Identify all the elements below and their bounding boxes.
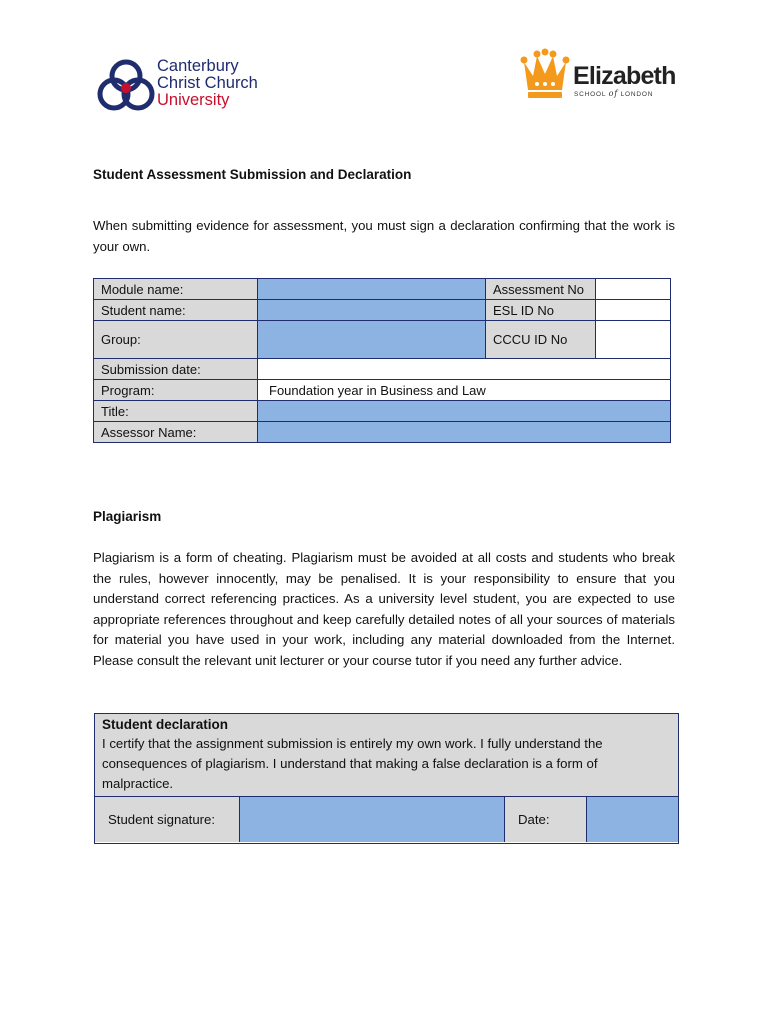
group-label: Group: xyxy=(94,321,258,359)
signature-field[interactable] xyxy=(240,797,505,842)
esl-id-label: ESL ID No xyxy=(486,300,596,321)
intro-paragraph: When submitting evidence for assessment, you must sign a declaration confirming that the work is your own. xyxy=(93,218,675,254)
elizabeth-logo xyxy=(520,45,676,105)
ccc-logo xyxy=(92,50,272,120)
program-label: Program: xyxy=(94,380,258,401)
submission-date-field[interactable] xyxy=(258,359,671,380)
ccc-name-line2: Christ Church xyxy=(157,74,258,92)
elizabeth-subtitle: SCHOOL of LONDON xyxy=(574,89,654,98)
title-field[interactable] xyxy=(258,401,671,422)
module-name-field[interactable] xyxy=(258,279,486,300)
assessor-name-field[interactable] xyxy=(258,422,671,443)
student-name-field[interactable] xyxy=(258,300,486,321)
ccc-name-line1: Canterbury xyxy=(157,57,239,75)
date-label: Date: xyxy=(505,797,587,842)
title-label: Title: xyxy=(94,401,258,422)
plagiarism-heading: Plagiarism xyxy=(93,509,162,524)
plagiarism-paragraph: Plagiarism is a form of cheating. Plagiarism must be avoided at all costs and students who break the rules, however innocently, may be penalised. It is your responsibility to ensure that you understand correct referencing practices. As a university level student, you are expected to use appropriate references throughout and keep carefully detailed notes of all your sources of materials for material you have used in your work, including any material downloaded from the Internet. Please consult the relevant unit lecturer or your course tutor if you need any further advice. xyxy=(93,550,675,668)
submission-date-label: Submission date: xyxy=(94,359,258,380)
assessor-name-label: Assessor Name: xyxy=(94,422,258,443)
program-value[interactable]: Foundation year in Business and Law xyxy=(258,380,671,401)
crown-icon xyxy=(520,48,570,100)
signature-label: Student signature: xyxy=(95,797,240,842)
page-title: Student Assessment Submission and Declaration xyxy=(93,167,412,182)
elizabeth-name: Elizabeth xyxy=(573,62,676,90)
ccc-name-line3: University xyxy=(157,91,230,109)
assessment-no-label: Assessment No xyxy=(486,279,596,300)
date-field[interactable] xyxy=(587,797,678,842)
student-info-table xyxy=(93,278,671,443)
student-name-label: Student name: xyxy=(94,300,258,321)
esl-id-field[interactable] xyxy=(596,300,671,321)
declaration-text: I certify that the assignment submission is entirely my own work. I fully understand the consequences of plagiarism. I understand that making a false declaration is a form of malpractice. xyxy=(102,736,603,791)
module-name-label: Module name: xyxy=(94,279,258,300)
cccu-id-label: CCCU ID No xyxy=(486,321,596,359)
cccu-id-field[interactable] xyxy=(596,321,671,359)
student-declaration-box xyxy=(94,713,679,844)
declaration-title: Student declaration xyxy=(102,717,229,732)
group-field[interactable] xyxy=(258,321,486,359)
ccc-trefoil-icon xyxy=(95,57,157,113)
assessment-no-field[interactable] xyxy=(596,279,671,300)
